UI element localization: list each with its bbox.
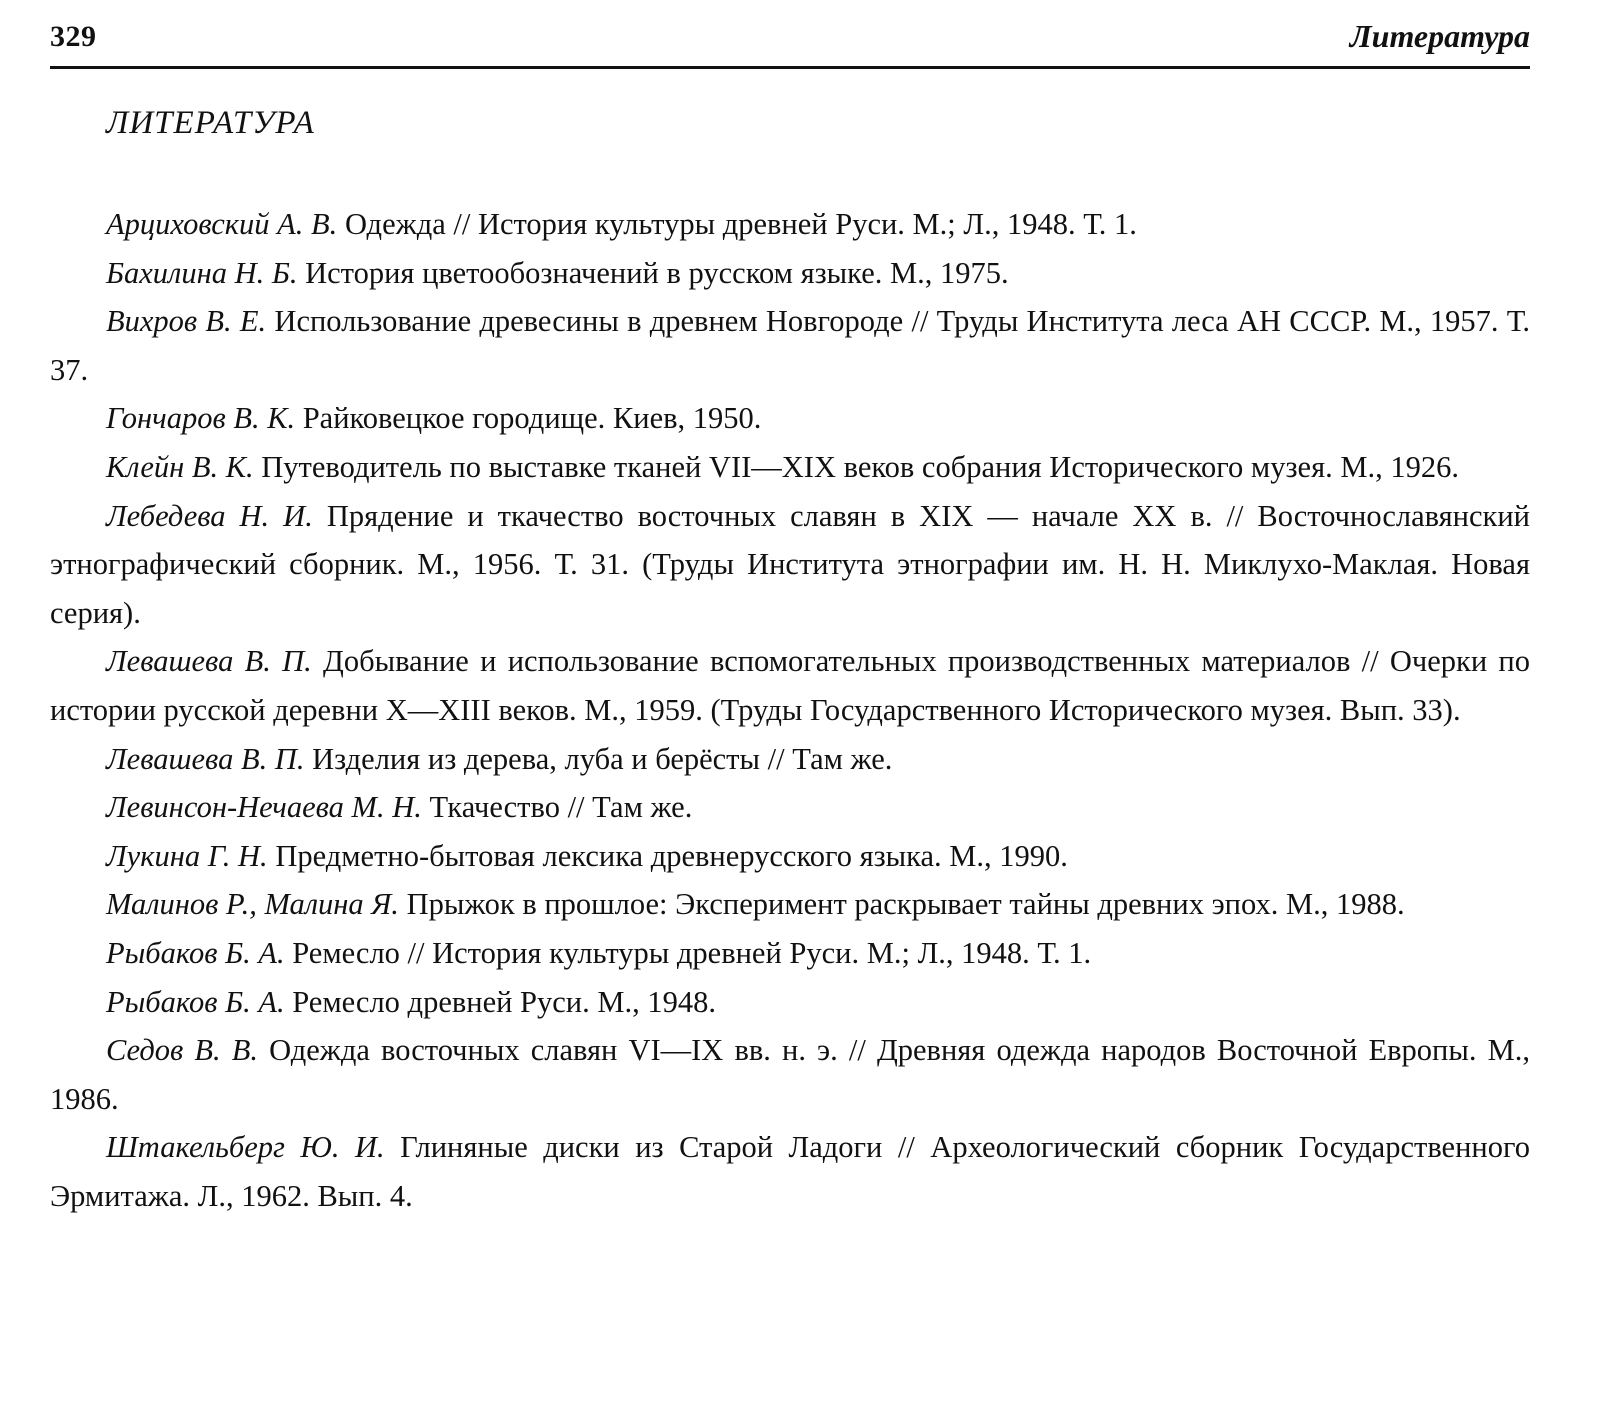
- entry-author: Рыбаков Б. А.: [106, 935, 285, 970]
- entry-text: Глиняные диски из Старой Ладоги // Археологический сборник Государственного Эрмитажа. Л., 1962. Вып. 4.: [50, 1130, 1530, 1213]
- entry-author: Рыбаков Б. А.: [106, 984, 285, 1019]
- bibliography-entry: [50, 978, 1530, 1027]
- entry-text: Добывание и использование вспомогательных производственных материалов // Очерки по истории русской деревни X—XIII веков. М., 1959. (Труды Государственного Исторического музея. Вып. 33).: [50, 644, 1531, 727]
- book-page: [50, 0, 1530, 1220]
- entry-text: Предметно-бытовая лексика древнерусского языка. М., 1990.: [267, 838, 1068, 873]
- section-title: ЛИТЕРАТУРА: [106, 105, 315, 141]
- bibliography-entry: [50, 1026, 1530, 1123]
- entry-author: Гончаров В. К.: [106, 401, 296, 436]
- entry-author: Арциховский А. В.: [106, 207, 338, 241]
- entry-text: Путеводитель по выставке тканей VII—XIX веков собрания Исторического музея. М., 1926.: [253, 449, 1459, 484]
- bibliography-entry: [50, 492, 1530, 638]
- bibliography-entry: [50, 832, 1530, 881]
- bibliography-entry: [50, 1123, 1530, 1220]
- entry-text: История цветообозначений в русском языке. М., 1975.: [297, 255, 1009, 290]
- entry-author: Седов В. В.: [106, 1033, 258, 1068]
- bibliography-entry: [50, 443, 1530, 492]
- bibliography-entry: [50, 249, 1530, 298]
- entry-text: Использование древесины в древнем Новгороде // Труды Института леса АН СССР. М., 1957. Т. 37.: [50, 304, 1530, 387]
- entry-author: Штакельберг Ю. И.: [106, 1130, 385, 1165]
- entry-author: Лукина Г. Н.: [106, 838, 268, 873]
- bibliography-entry: [50, 637, 1530, 734]
- bibliography-entry: [50, 735, 1530, 784]
- bibliography-entry: [50, 200, 1530, 249]
- entry-text: Прыжок в прошлое: Эксперимент раскрывает тайны древних эпох. М., 1988.: [398, 887, 1405, 922]
- entry-author: Левашева В. П.: [106, 741, 305, 776]
- running-header: [50, 0, 1530, 69]
- bibliography-entry: [50, 394, 1530, 443]
- entry-author: Бахилина Н. Б.: [106, 255, 298, 290]
- entry-author: Лебедева Н. И.: [106, 498, 313, 533]
- bibliography-entry: [50, 929, 1530, 978]
- entry-text: Прядение и ткачество восточных славян в XIX — начале XX в. // Восточнославянский этнографический сборник. М., 1956. Т. 31. (Труды Института этнографии им. Н. Н. Миклухо-Маклая. Новая серия).: [50, 498, 1530, 630]
- entry-text: Ткачество // Там же.: [421, 790, 693, 825]
- running-title: Литература: [1349, 18, 1530, 54]
- page-number: 329: [50, 20, 97, 53]
- bibliography-entry: [50, 783, 1530, 832]
- entry-author: Малинов Р., Малина Я.: [106, 887, 399, 922]
- entry-author: Левашева В. П.: [106, 644, 312, 679]
- entry-author: Вихров В. Е.: [106, 304, 267, 339]
- entry-text: Ремесло // История культуры древней Руси. М.; Л., 1948. Т. 1.: [284, 935, 1092, 970]
- bibliography-entry: [50, 880, 1530, 929]
- entry-text: Райковецкое городище. Киев, 1950.: [295, 401, 762, 436]
- entry-text: Одежда восточных славян VI—IX вв. н. э. // Древняя одежда народов Восточной Европы. М., 1986.: [50, 1033, 1530, 1116]
- entry-author: Левинсон-Нечаева М. Н.: [106, 790, 422, 825]
- entry-author: Клейн В. К.: [106, 449, 254, 484]
- bibliography-entry: [50, 297, 1530, 394]
- entry-text: Одежда // История культуры древней Руси. М.; Л., 1948. Т. 1.: [337, 207, 1137, 241]
- entry-text: Изделия из дерева, луба и берёсты // Там же.: [304, 741, 893, 776]
- bibliography-list: [50, 200, 1530, 1220]
- entry-text: Ремесло древней Руси. М., 1948.: [284, 984, 717, 1019]
